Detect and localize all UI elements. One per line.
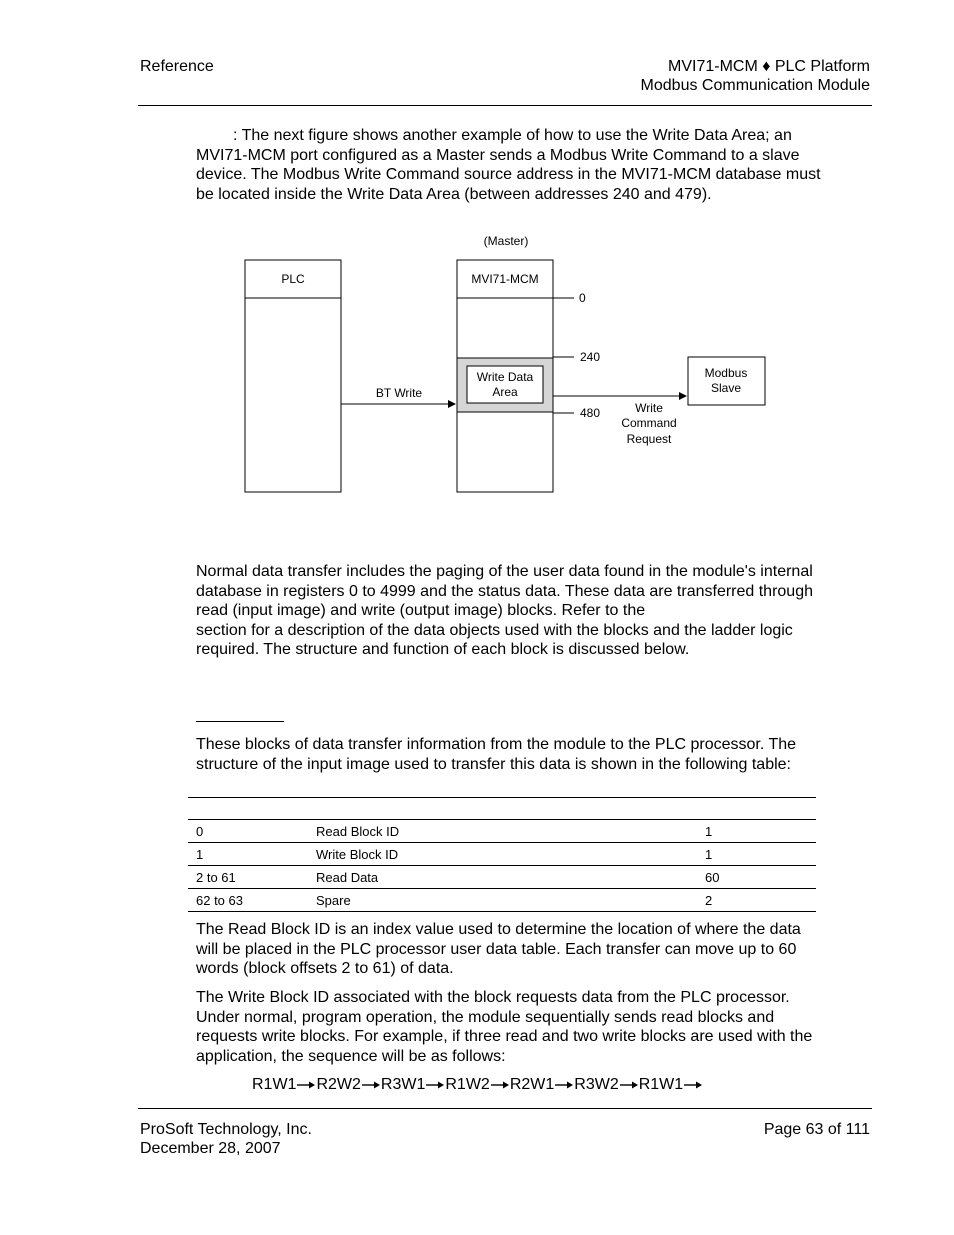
module-label: MVI71-MCM [471, 272, 539, 286]
cell-description: Spare [308, 889, 697, 912]
header-description [308, 798, 697, 820]
request-line2: Command [621, 416, 677, 430]
footer-rule [138, 1108, 872, 1109]
cell-description: Read Block ID [308, 820, 697, 843]
sequence-step: R2W2 [316, 1076, 361, 1093]
cell-offset: 0 [188, 820, 308, 843]
cell-length: 60 [697, 866, 816, 889]
addr-480-label: 480 [580, 406, 601, 420]
header-product-title: MVI71-MCM ♦ PLC Platform [668, 58, 870, 75]
header-length [697, 798, 816, 820]
normal-transfer-paragraph [196, 562, 821, 660]
master-label: (Master) [483, 234, 529, 248]
right-arrow-icon [296, 1080, 316, 1090]
cell-length: 2 [697, 889, 816, 912]
write-data-area-diagram [196, 226, 776, 498]
table-row [188, 889, 816, 912]
read-block-intro: These blocks of data transfer information from the module to the PLC processor. The structure of the input image used to transfer this data is shown in the following table: [196, 736, 797, 773]
right-arrow-icon [425, 1080, 445, 1090]
footer-page-number: Page 63 of 111 [763, 1121, 870, 1138]
cell-offset: 2 to 61 [188, 866, 308, 889]
section-heading-underline [196, 721, 284, 722]
sequence-step: R1W1 [638, 1076, 684, 1093]
plc-box [245, 260, 341, 492]
read-block-id-paragraph: The Read Block ID is an index value used to determine the location of where the data will be placed in the PLC processor user data table. Each transfer can move up to 60 words (block offsets 2 to 61) of data. [196, 921, 801, 978]
right-arrow-icon [490, 1080, 510, 1090]
write-area-line1: Write Data [476, 370, 534, 384]
cell-description: Write Block ID [308, 843, 697, 866]
cell-length: 1 [697, 820, 816, 843]
plc-label: PLC [281, 272, 305, 286]
table-row [188, 843, 816, 866]
right-arrow-icon [683, 1080, 703, 1090]
right-arrow-icon [361, 1080, 381, 1090]
table-row [188, 820, 816, 843]
sequence-step: R3W2 [574, 1076, 619, 1093]
cell-description: Read Data [308, 866, 697, 889]
input-image-table [188, 797, 816, 912]
block-sequence [252, 1075, 703, 1094]
table-header-row [188, 798, 816, 820]
normal-transfer-part1: Normal data transfer includes the paging of the user data found in the module's internal database in registers 0 to 4999 and the status data. These data are transferred through read (input image) and write (output image) blocks. Refer to the [196, 563, 813, 620]
right-arrow-icon [554, 1080, 574, 1090]
sequence-step: R1W2 [445, 1076, 490, 1093]
table-row [188, 866, 816, 889]
sequence-step: R1W1 [252, 1076, 297, 1093]
header-rule [138, 105, 872, 106]
write-block-id-paragraph: The Write Block ID associated with the block requests data from the PLC processor. Under normal, program operation, the module sequentially sends read blocks and requests write blocks. For example, if three read and two write blocks are used with the application, the sequence will be as follows: [196, 989, 813, 1065]
header-product-subtitle: Modbus Communication Module [640, 77, 870, 94]
cell-offset: 62 to 63 [188, 889, 308, 912]
sequence-step: R3W1 [380, 1076, 426, 1093]
normal-transfer-part2: section for a description of the data objects used with the blocks and the ladder logic required. The structure and function of each block is discussed below. [196, 621, 793, 659]
addr-0-label: 0 [579, 291, 586, 305]
header-section-title: Reference [140, 58, 214, 75]
addr-240-label: 240 [580, 350, 601, 364]
intro-paragraph: : The next figure shows another example of how to use the Write Data Area; an MVI71-MCM port configured as a Master sends a Modbus Write Command to a slave device. The Modbus Write Command source address in the MVI71-MCM database must be located inside the Write Data Area (between addresses 240 and 479). [196, 127, 821, 203]
header-offset [188, 798, 308, 820]
slave-line1: Modbus [704, 366, 748, 380]
footer-date: December 28, 2007 [140, 1140, 281, 1157]
write-area-line2: Area [492, 385, 518, 399]
sequence-step: R2W1 [509, 1076, 555, 1093]
footer-company: ProSoft Technology, Inc. [140, 1121, 312, 1138]
slave-line2: Slave [710, 381, 742, 395]
right-arrow-icon [619, 1080, 639, 1090]
cell-offset: 1 [188, 843, 308, 866]
request-line1: Write [635, 401, 663, 415]
request-line3: Request [626, 432, 672, 446]
cell-length: 1 [697, 843, 816, 866]
bt-write-label: BT Write [375, 386, 423, 400]
